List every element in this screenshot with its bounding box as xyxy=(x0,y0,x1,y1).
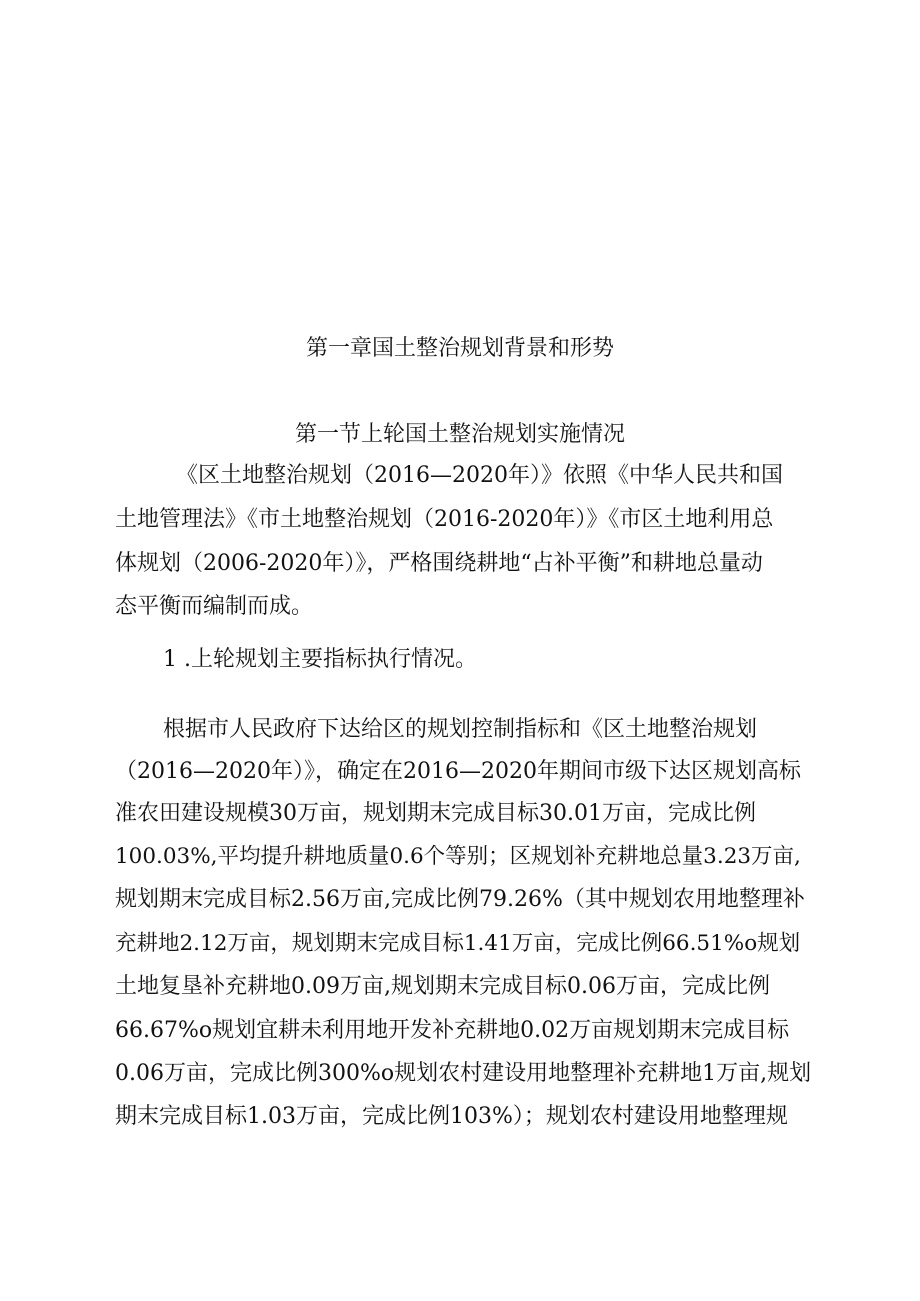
paragraph-line: 期末完成目标1.03万亩，完成比例103%）；规划农村建设用地整理规 xyxy=(115,1104,788,1129)
paragraph-line: 充耕地2.12万亩，规划期末完成目标1.41万亩，完成比例66.51%o规划 xyxy=(115,931,801,956)
paragraph-line: 根据市人民政府下达给区的规划控制指标和《区土地整治规划 xyxy=(163,717,758,742)
paragraph-line: 准农田建设规模30万亩，规划期末完成目标30.01万亩，完成比例 xyxy=(115,801,756,826)
paragraph-line: 态平衡而编制而成。 xyxy=(115,594,314,619)
paragraph-line: 体规划（2006-2020年）》，严格围绕耕地“占补平衡”和耕地总量动 xyxy=(115,551,763,576)
paragraph-line: 规划期末完成目标2.56万亩,完成比例79.26%（其中规划农用地整理补 xyxy=(115,887,805,912)
paragraph-line: 《区土地整治规划（2016—2020年）》依照《中华人民共和国 xyxy=(176,463,783,488)
paragraph-line: （2016—2020年）》，确定在2016—2020年期间市级下达区规划高标 xyxy=(115,759,801,784)
paragraph-line: 100.03%,平均提升耕地质量0.6个等别；区规划补充耕地总量3.23万亩, xyxy=(115,844,801,869)
paragraph-line: 土地管理法》《市土地整治规划（2016-2020年）》《市区土地利用总 xyxy=(115,507,774,532)
chapter-title: 第一章国土整治规划背景和形势 xyxy=(305,336,614,361)
paragraph-line: 0.06万亩，完成比例300%o规划农村建设用地整理补充耕地1万亩,规划 xyxy=(115,1061,812,1086)
section-title: 第一节上轮国土整治规划实施情况 xyxy=(294,422,625,447)
paragraph-line: 土地复垦补充耕地0.09万亩,规划期末完成目标0.06万亩，完成比例 xyxy=(115,974,770,999)
paragraph-line: 66.67%o规划宜耕未利用地开发补充耕地0.02万亩规划期末完成目标 xyxy=(115,1018,790,1043)
list-item-1: 1 .上轮规划主要指标执行情况。 xyxy=(163,647,477,672)
